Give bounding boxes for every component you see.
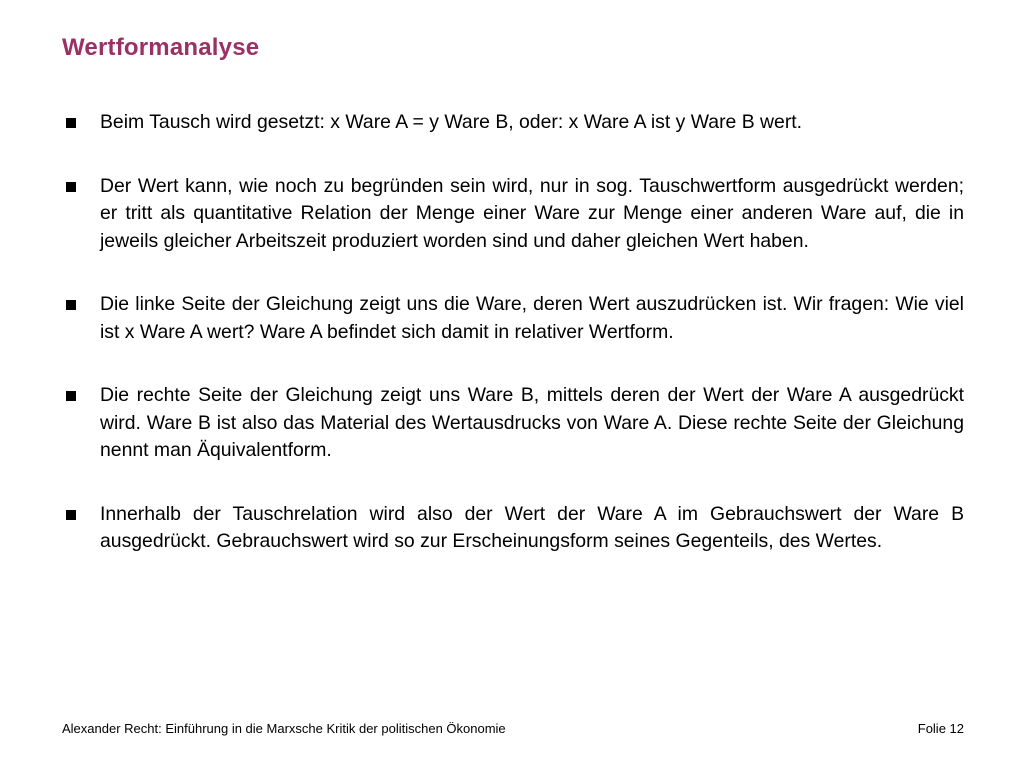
bullet-text: Innerhalb der Tauschrelation wird also der Wert der Ware A im Gebrauchswert der Ware B ausgedrückt. Gebrauchswert wird so zur Erscheinungsform seines Gegenteils, des Wertes. <box>100 502 964 552</box>
square-bullet-icon <box>66 118 76 128</box>
bullet-list <box>62 109 964 592</box>
bullet-text: Beim Tausch wird gesetzt: x Ware A = y Ware B, oder: x Ware A ist y Ware B wert. <box>100 111 803 133</box>
bullet-item <box>62 291 964 346</box>
bullet-item <box>62 173 964 256</box>
bullet-text: Die rechte Seite der Gleichung zeigt uns Ware B, mittels deren der Wert der Ware A ausgedrückt wird. Ware B ist also das Material des Wertausdrucks von Ware A. Diese rechte Seite der Gleichung nennt man Äquivalentform. <box>100 384 964 461</box>
bullet-item <box>62 501 964 556</box>
bullet-text: Die linke Seite der Gleichung zeigt uns die Ware, deren Wert auszudrücken ist. Wir fragen: Wie viel ist x Ware A wert? Ware A befindet sich damit in relativer Wertform. <box>100 293 964 343</box>
square-bullet-icon <box>66 182 76 192</box>
square-bullet-icon <box>66 510 76 520</box>
slide-title: Wertformanalyse <box>62 34 260 61</box>
footer-slide-number: Folie 12 <box>917 721 964 736</box>
bullet-item <box>62 382 964 465</box>
bullet-text: Der Wert kann, wie noch zu begründen sein wird, nur in sog. Tauschwertform ausgedrückt werden; er tritt als quantitative Relation der Menge einer Ware zur Menge einer anderen Ware auf, die in jeweils gleicher Arbeitszeit produziert worden sind und daher gleichen Wert haben. <box>100 174 964 252</box>
bullet-item <box>62 109 964 137</box>
square-bullet-icon <box>66 391 76 401</box>
footer-source: Alexander Recht: Einführung in die Marxsche Kritik der politischen Ökonomie <box>62 721 506 736</box>
square-bullet-icon <box>66 300 76 310</box>
